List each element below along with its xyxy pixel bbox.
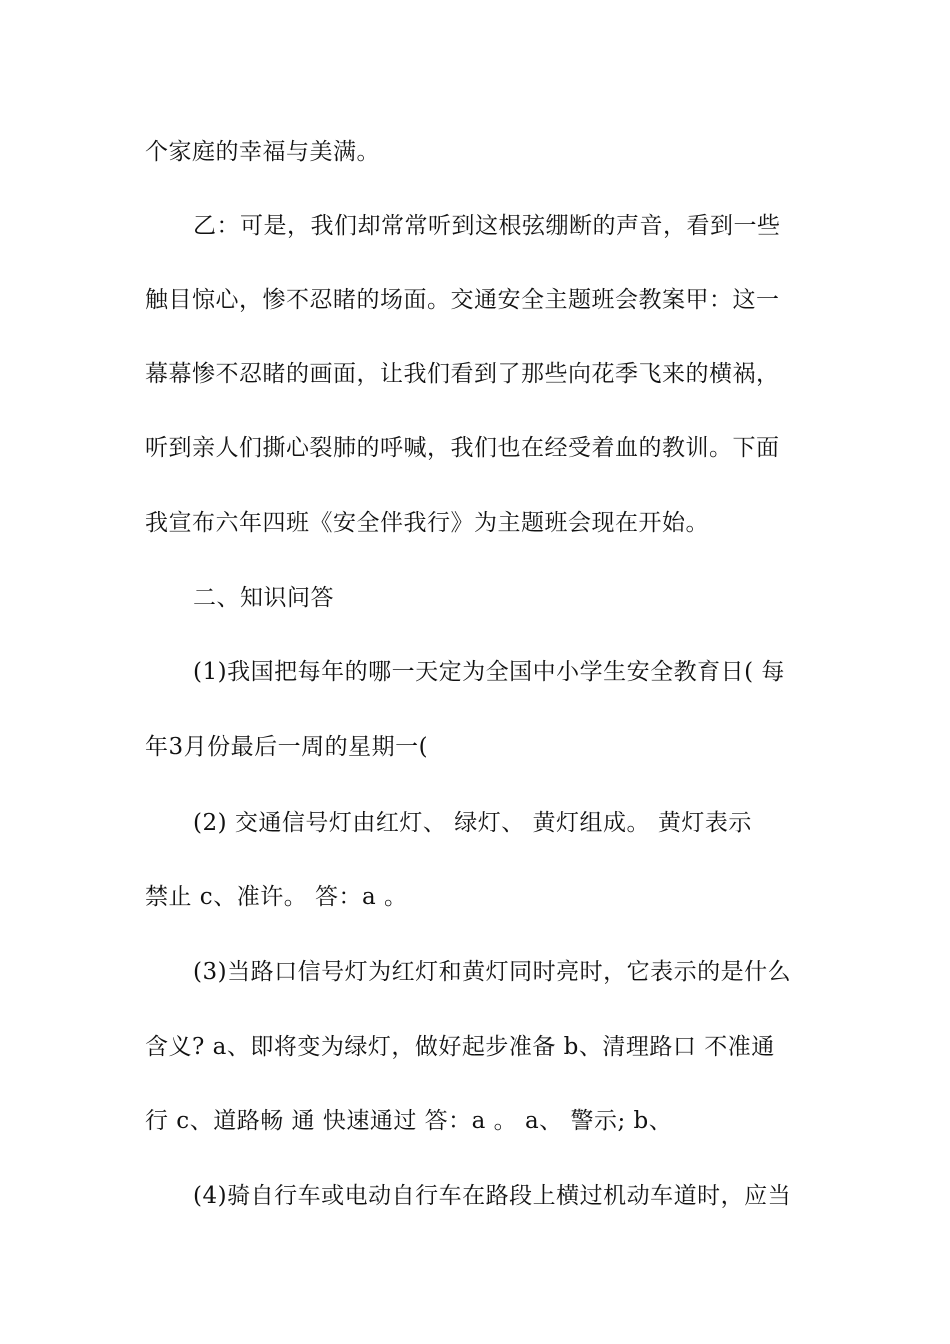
section-heading: 二、知识问答 [193,585,334,611]
text-line-2: 乙：可是，我们却常常听到这根弦绷断的声音，看到一些 [193,213,781,239]
text-line-3: 触目惊心，惨不忍睹的场面。交通安全主题班会教案甲：这一 [145,287,780,313]
text-line-5: 听到亲人们撕心裂肺的呼喊，我们也在经受着血的教训。下面 [145,435,780,461]
question-2-line-1: (2) 交通信号灯由红灯、 绿灯、 黄灯组成。 黄灯表示 [193,810,752,836]
text-line-1: 个家庭的幸福与美满。 [145,139,380,165]
question-3-line-3: 行 c、道路畅 通 快速通过 答：a 。 a、 警示; b、 [145,1108,673,1134]
question-4-line-1: (4)骑自行车或电动自行车在路段上横过机动车道时，应当 [193,1183,792,1209]
question-1-line-2: 年3月份最后一周的星期一( [145,734,429,760]
question-2-line-2: 禁止 c、准许。 答：a 。 [145,884,408,910]
question-3-line-1: (3)当路口信号灯为红灯和黄灯同时亮时，它表示的是什么 [193,959,792,985]
question-1-line-1: (1)我国把每年的哪一天定为全国中小学生安全教育日( 每 [193,659,785,685]
text-line-6: 我宣布六年四班《安全伴我行》为主题班会现在开始。 [145,510,709,536]
question-3-line-2: 含义? a、即将变为绿灯，做好起步准备 b、清理路口 不准通 [145,1034,775,1060]
text-line-4: 幕幕惨不忍睹的画面，让我们看到了那些向花季飞来的横祸， [145,361,780,387]
